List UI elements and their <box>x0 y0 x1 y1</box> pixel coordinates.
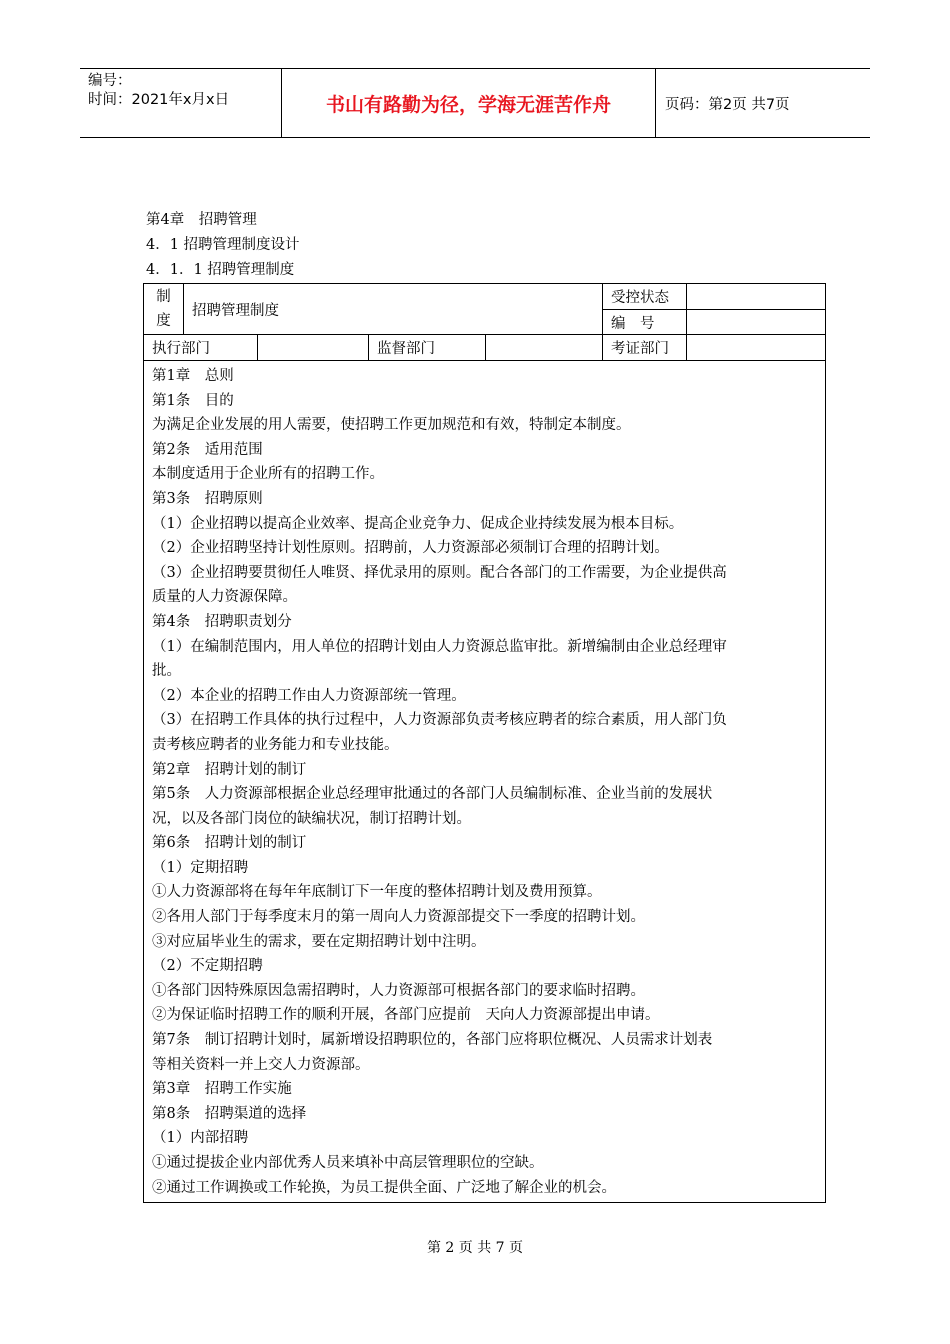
body-line: 第7条 制订招聘计划时，属新增设招聘职位的，各部门应将职位概况、人员需求计划表 <box>152 1032 713 1049</box>
body-line: （3）企业招聘要贯彻任人唯贤、择优录用的原则。配合各部门的工作需要，为企业提供高 <box>152 564 727 581</box>
body-line: （1）内部招聘 <box>152 1130 249 1147</box>
body-line: 第1章 总则 <box>152 368 234 384</box>
body-line: ①人力资源部将在每年年底制订下一年度的整体招聘计划及费用预算。 <box>152 884 602 901</box>
body-line: ②各用人部门于每季度末月的第一周向人力资源部提交下一季度的招聘计划。 <box>152 909 645 926</box>
number-label: 编 号 <box>603 310 687 335</box>
body-line: ①各部门因特殊原因急需招聘时，人力资源部可根据各部门的要求临时招聘。 <box>152 982 645 999</box>
header-meta <box>80 69 282 137</box>
body-line: 第3章 招聘工作实施 <box>152 1081 292 1098</box>
zhidu-char-1: 制 <box>156 289 171 305</box>
supervise-dept-label: 监督部门 <box>369 335 486 361</box>
body-line: （1）企业招聘以提高企业效率、提高企业竞争力、促成企业持续发展为根本目标。 <box>152 515 684 532</box>
body-line: （1）定期招聘 <box>152 859 249 876</box>
header-motto: 书山有路勤为径，学海无涯苦作舟 <box>282 69 656 137</box>
body-line: 第5条 人力资源部根据企业总经理审批通过的各部门人员编制标准、企业当前的发展状 <box>152 786 713 803</box>
body-line: （3）在招聘工作具体的执行过程中，人力资源部负责考核应聘者的综合素质，用人部门负 <box>152 712 727 729</box>
supervise-dept-value <box>486 335 603 361</box>
body-line: （2）企业招聘坚持计划性原则。招聘前，人力资源部必须制订合理的招聘计划。 <box>152 540 669 557</box>
body-line: 质量的人力资源保障。 <box>152 589 297 606</box>
number-value <box>687 310 826 335</box>
chapter-heading: 第4章 招聘管理 <box>146 212 257 228</box>
body-line: 第1条 目的 <box>152 392 234 409</box>
body-line: （2）不定期招聘 <box>152 958 263 975</box>
body-line: 第4条 招聘职责划分 <box>152 613 292 630</box>
body-line: 第6条 招聘计划的制订 <box>152 835 307 852</box>
controlled-status-label: 受控状态 <box>603 284 687 310</box>
body-line: 第2条 适用范围 <box>152 441 263 458</box>
body-line: 第8条 招聘渠道的选择 <box>152 1105 307 1122</box>
exec-dept-value <box>258 335 369 361</box>
regulation-title: 招聘管理制度 <box>184 284 603 335</box>
section-heading: 4．1 招聘管理制度设计 <box>146 237 300 253</box>
body-line: 况，以及各部门岗位的缺编状况，制订招聘计划。 <box>152 810 471 827</box>
header-number-label: 编号： <box>88 73 132 89</box>
controlled-status-value <box>687 284 826 310</box>
body-line: 责考核应聘者的业务能力和专业技能。 <box>152 736 399 753</box>
body-line: ①通过提拔企业内部优秀人员来填补中高层管理职位的空缺。 <box>152 1155 544 1171</box>
exec-dept-label: 执行部门 <box>144 335 258 361</box>
page-footer: 第 2 页 共 7 页 <box>426 1240 524 1256</box>
subsection-heading: 4．1．1 招聘管理制度 <box>146 262 295 278</box>
zhidu-label-cell <box>144 284 184 335</box>
body-line: 第3条 招聘原则 <box>152 490 263 507</box>
page-header <box>80 68 870 138</box>
body-line: 第2章 招聘计划的制订 <box>152 761 307 778</box>
header-page-info: 页码：第2页 共7页 <box>665 96 790 113</box>
zhidu-char-2: 度 <box>156 313 171 329</box>
body-line: ③对应届毕业生的需求，要在定期招聘计划中注明。 <box>152 933 486 950</box>
body-line: （2）本企业的招聘工作由人力资源部统一管理。 <box>152 687 466 704</box>
body-line: ②为保证临时招聘工作的顺利开展，各部门应提前 天向人力资源部提出申请。 <box>152 1007 660 1024</box>
body-line: 等相关资料一并上交人力资源部。 <box>152 1056 370 1073</box>
regulation-body-lines <box>152 364 817 1200</box>
body-line: 为满足企业发展的用人需要，使招聘工作更加规范和有效，特制定本制度。 <box>152 417 631 434</box>
regulation-table <box>143 283 826 1203</box>
regulation-body <box>144 361 826 1203</box>
header-date-label: 时间：2021年x月x日 <box>88 92 230 108</box>
body-line: 批。 <box>152 663 181 680</box>
body-line: ②通过工作调换或工作轮换，为员工提供全面、广泛地了解企业的机会。 <box>152 1179 616 1196</box>
verify-dept-label: 考证部门 <box>603 335 687 361</box>
verify-dept-value <box>687 335 826 361</box>
body-line: （1）在编制范围内，用人单位的招聘计划由人力资源总监审批。新增编制由企业总经理审 <box>152 638 727 655</box>
body-line: 本制度适用于企业所有的招聘工作。 <box>152 466 384 483</box>
